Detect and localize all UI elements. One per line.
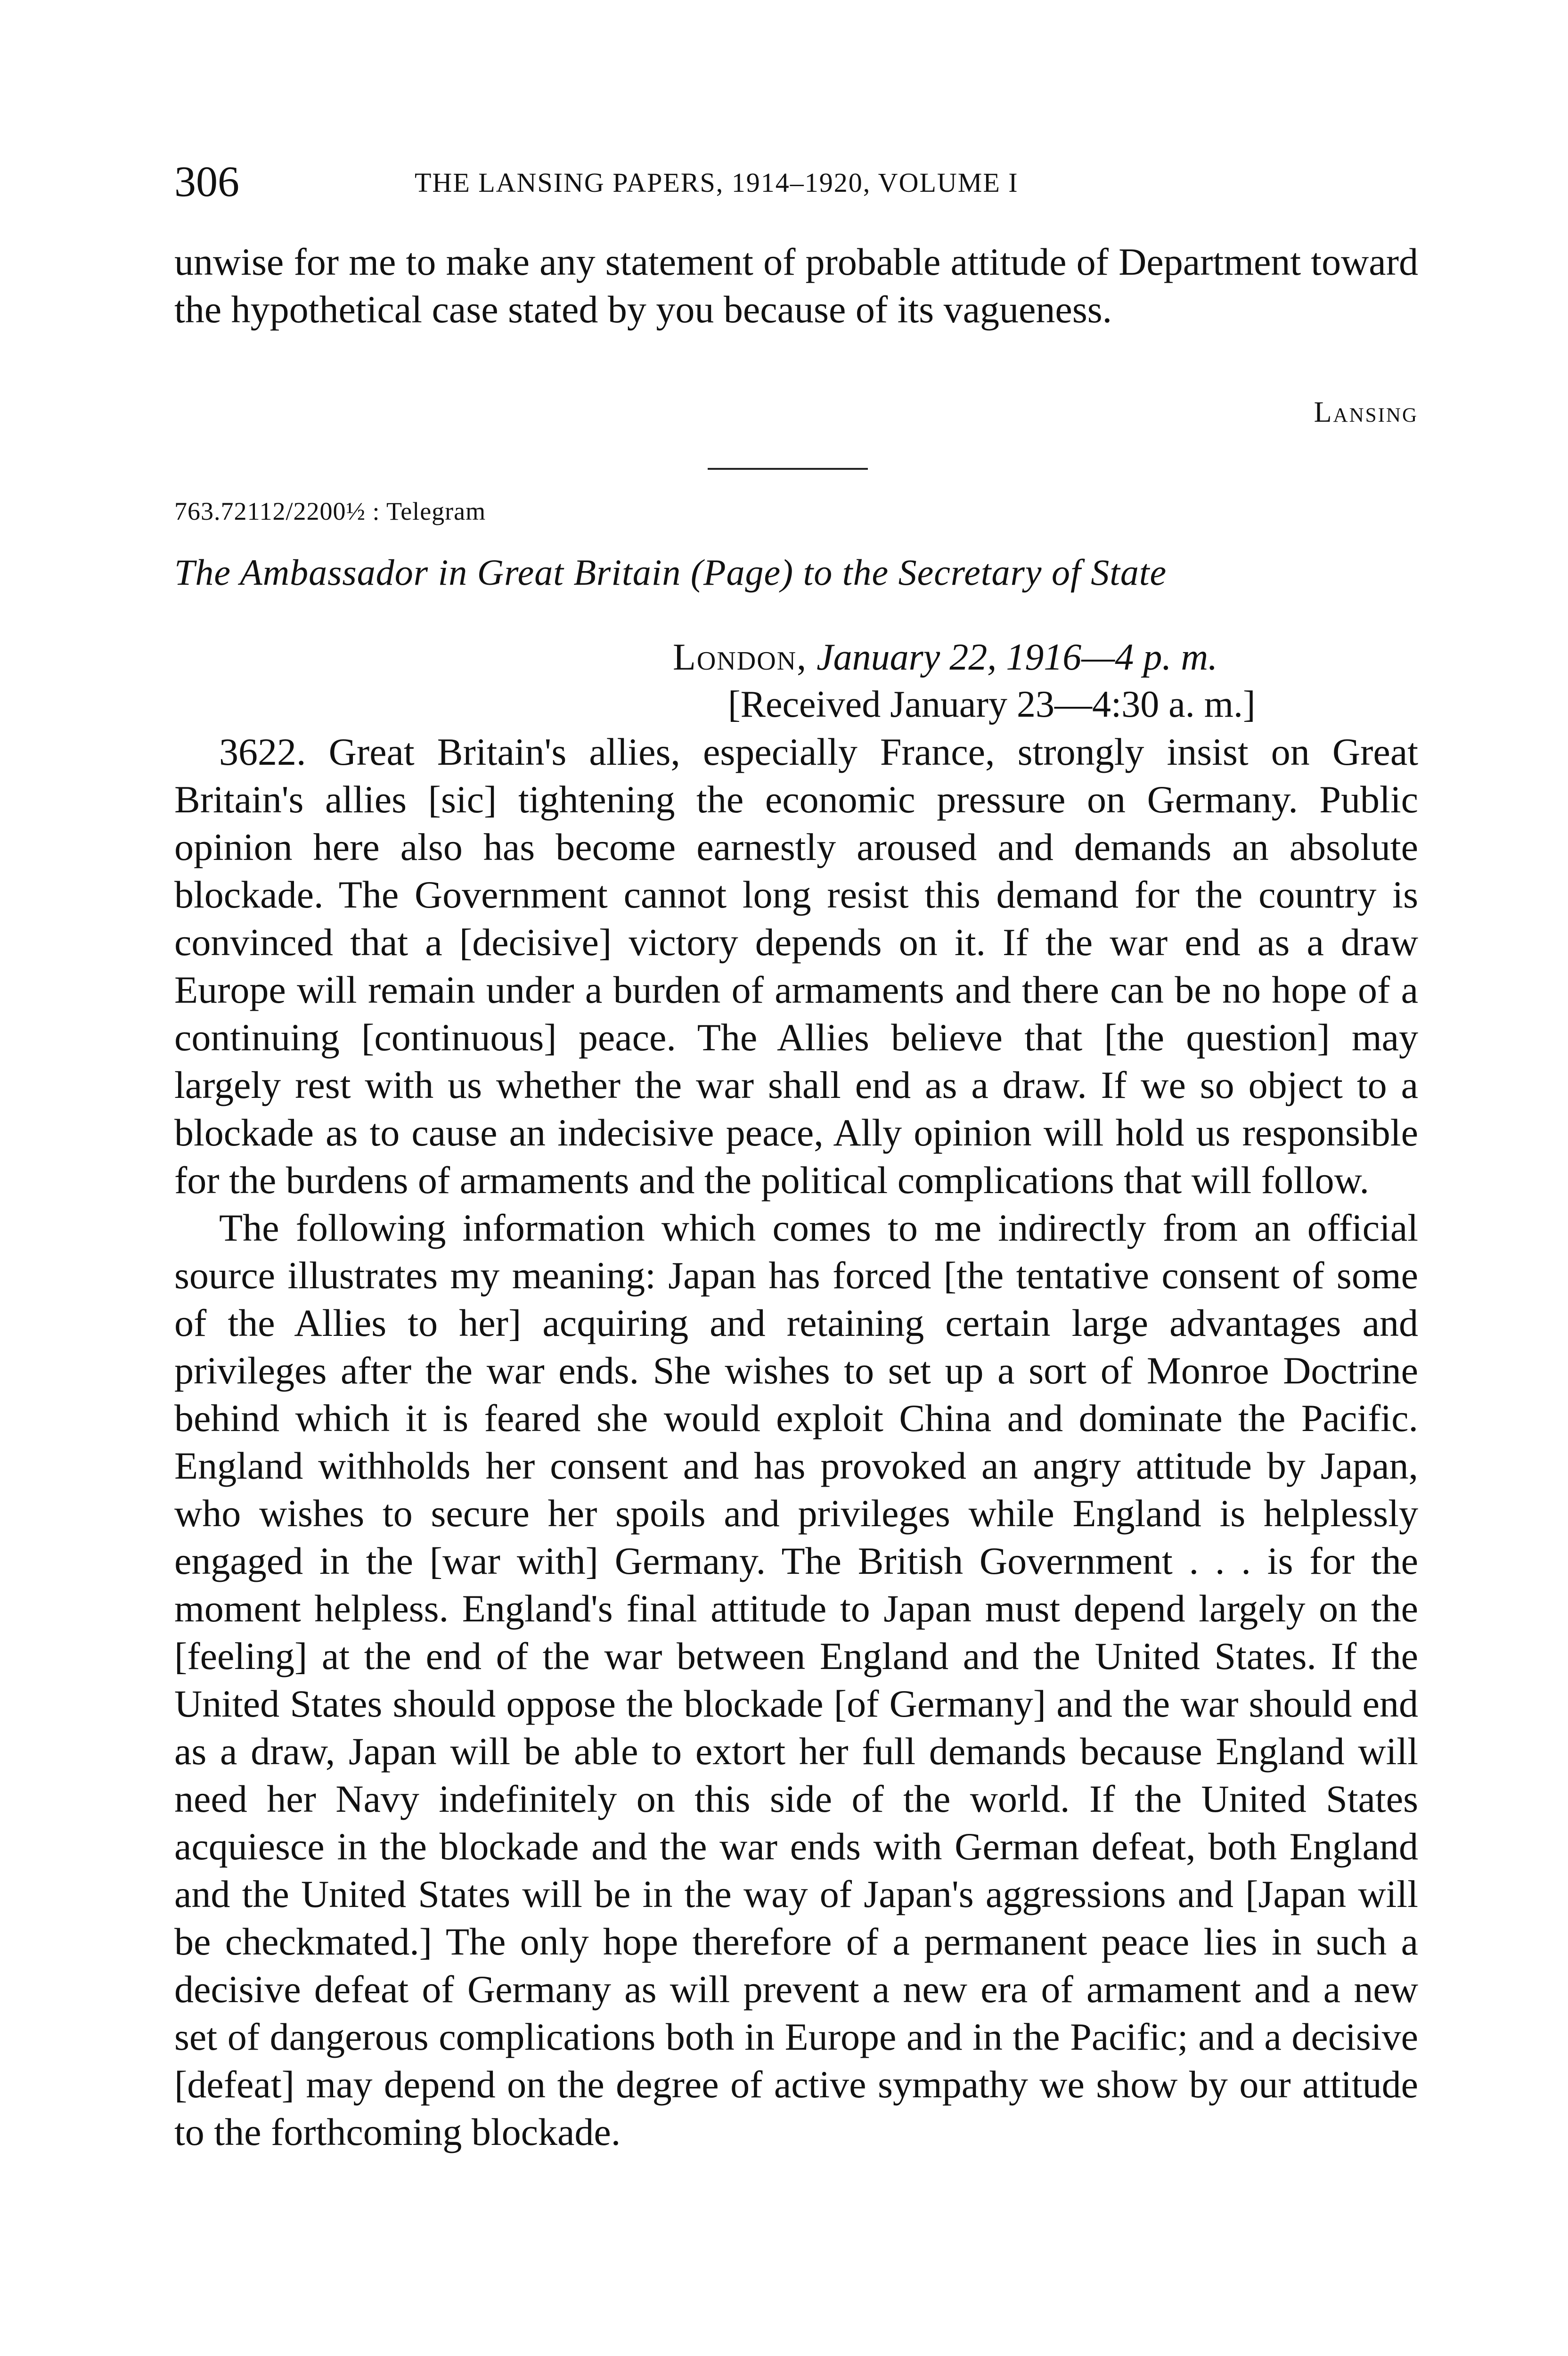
body-paragraph-1: 3622. Great Britain's allies, especially France, strongly insist on Great Britain's allies [sic] tightening the economic pressure on Germany. Public opinion here also has become earnestly aroused and demands an absolute blockade. The Government cannot long resist this demand for the country is convinced that a [decisive] victory depends on it. If the war end as a draw Europe will remain under a burden of armaments and there can be no hope of a continuing [continuous] peace. The Allies believe that [the question] may largely rest with us whether the war shall end as a draw. If we so object to a blockade as to cause an indecisive peace, Ally opinion will hold us responsible for the burdens of armaments and the political complications that will follow. <box>174 730 1418 1202</box>
body-paragraph-2: The following information which comes to me indirectly from an official source illustrates my meaning: Japan has forced [the tentative consent of some of the Allies to her] acquiring and retaining certain large advantages and privileges after the war ends. She wishes to set up a sort of Monroe Doctrine behind which it is feared she would exploit China and dominate the Pacific. England withholds her consent and has provoked an angry attitude by Japan, who wishes to secure her spoils and privileges while England is helplessly engaged in the [war with] Germany. The British Government . . . is for the moment helpless. England's final attitude to Japan must depend largely on the [feeling] at the end of the war between England and the United States. If the United States should oppose the blockade [of Germany] and the war should end as a draw, Japan will be able to extort her full demands because England will need her Navy indefinitely on this side of the world. If the United States acquiesce in the blockade and the war ends with German defeat, both England and the United States will be in the way of Japan's aggressions and [Japan will be checkmated.] The only hope therefore of a permanent peace lies in such a decisive defeat of Germany as will prevent a new era of armament and a new set of dangerous complications both in Europe and in the Pacific; and a decisive [defeat] may depend on the degree of active sympathy we show by our attitude to the forthcoming blockade. <box>174 1206 1418 2153</box>
telegram-body <box>174 728 1418 2156</box>
received-note: [Received January 23—4:30 a. m.] <box>728 684 1256 725</box>
page-header <box>174 155 1428 207</box>
dateline-place: London, <box>673 637 808 678</box>
page-number: 306 <box>174 157 239 205</box>
dateline-date: January 22, 1916—4 p. m. <box>817 637 1218 678</box>
signature: Lansing <box>1314 396 1418 428</box>
dateline <box>673 634 1217 681</box>
document-title: The Ambassador in Great Britain (Page) to the Secretary of State <box>174 552 1167 593</box>
section-divider <box>708 468 868 470</box>
running-head: THE LANSING PAPERS, 1914–1920, VOLUME I <box>415 167 1019 198</box>
document-reference: 763.72112/2200½ : Telegram <box>174 497 486 525</box>
intro-paragraph: unwise for me to make any statement of probable attitude of Department toward the hypothetical case stated by you because of its vagueness. <box>174 240 1418 331</box>
